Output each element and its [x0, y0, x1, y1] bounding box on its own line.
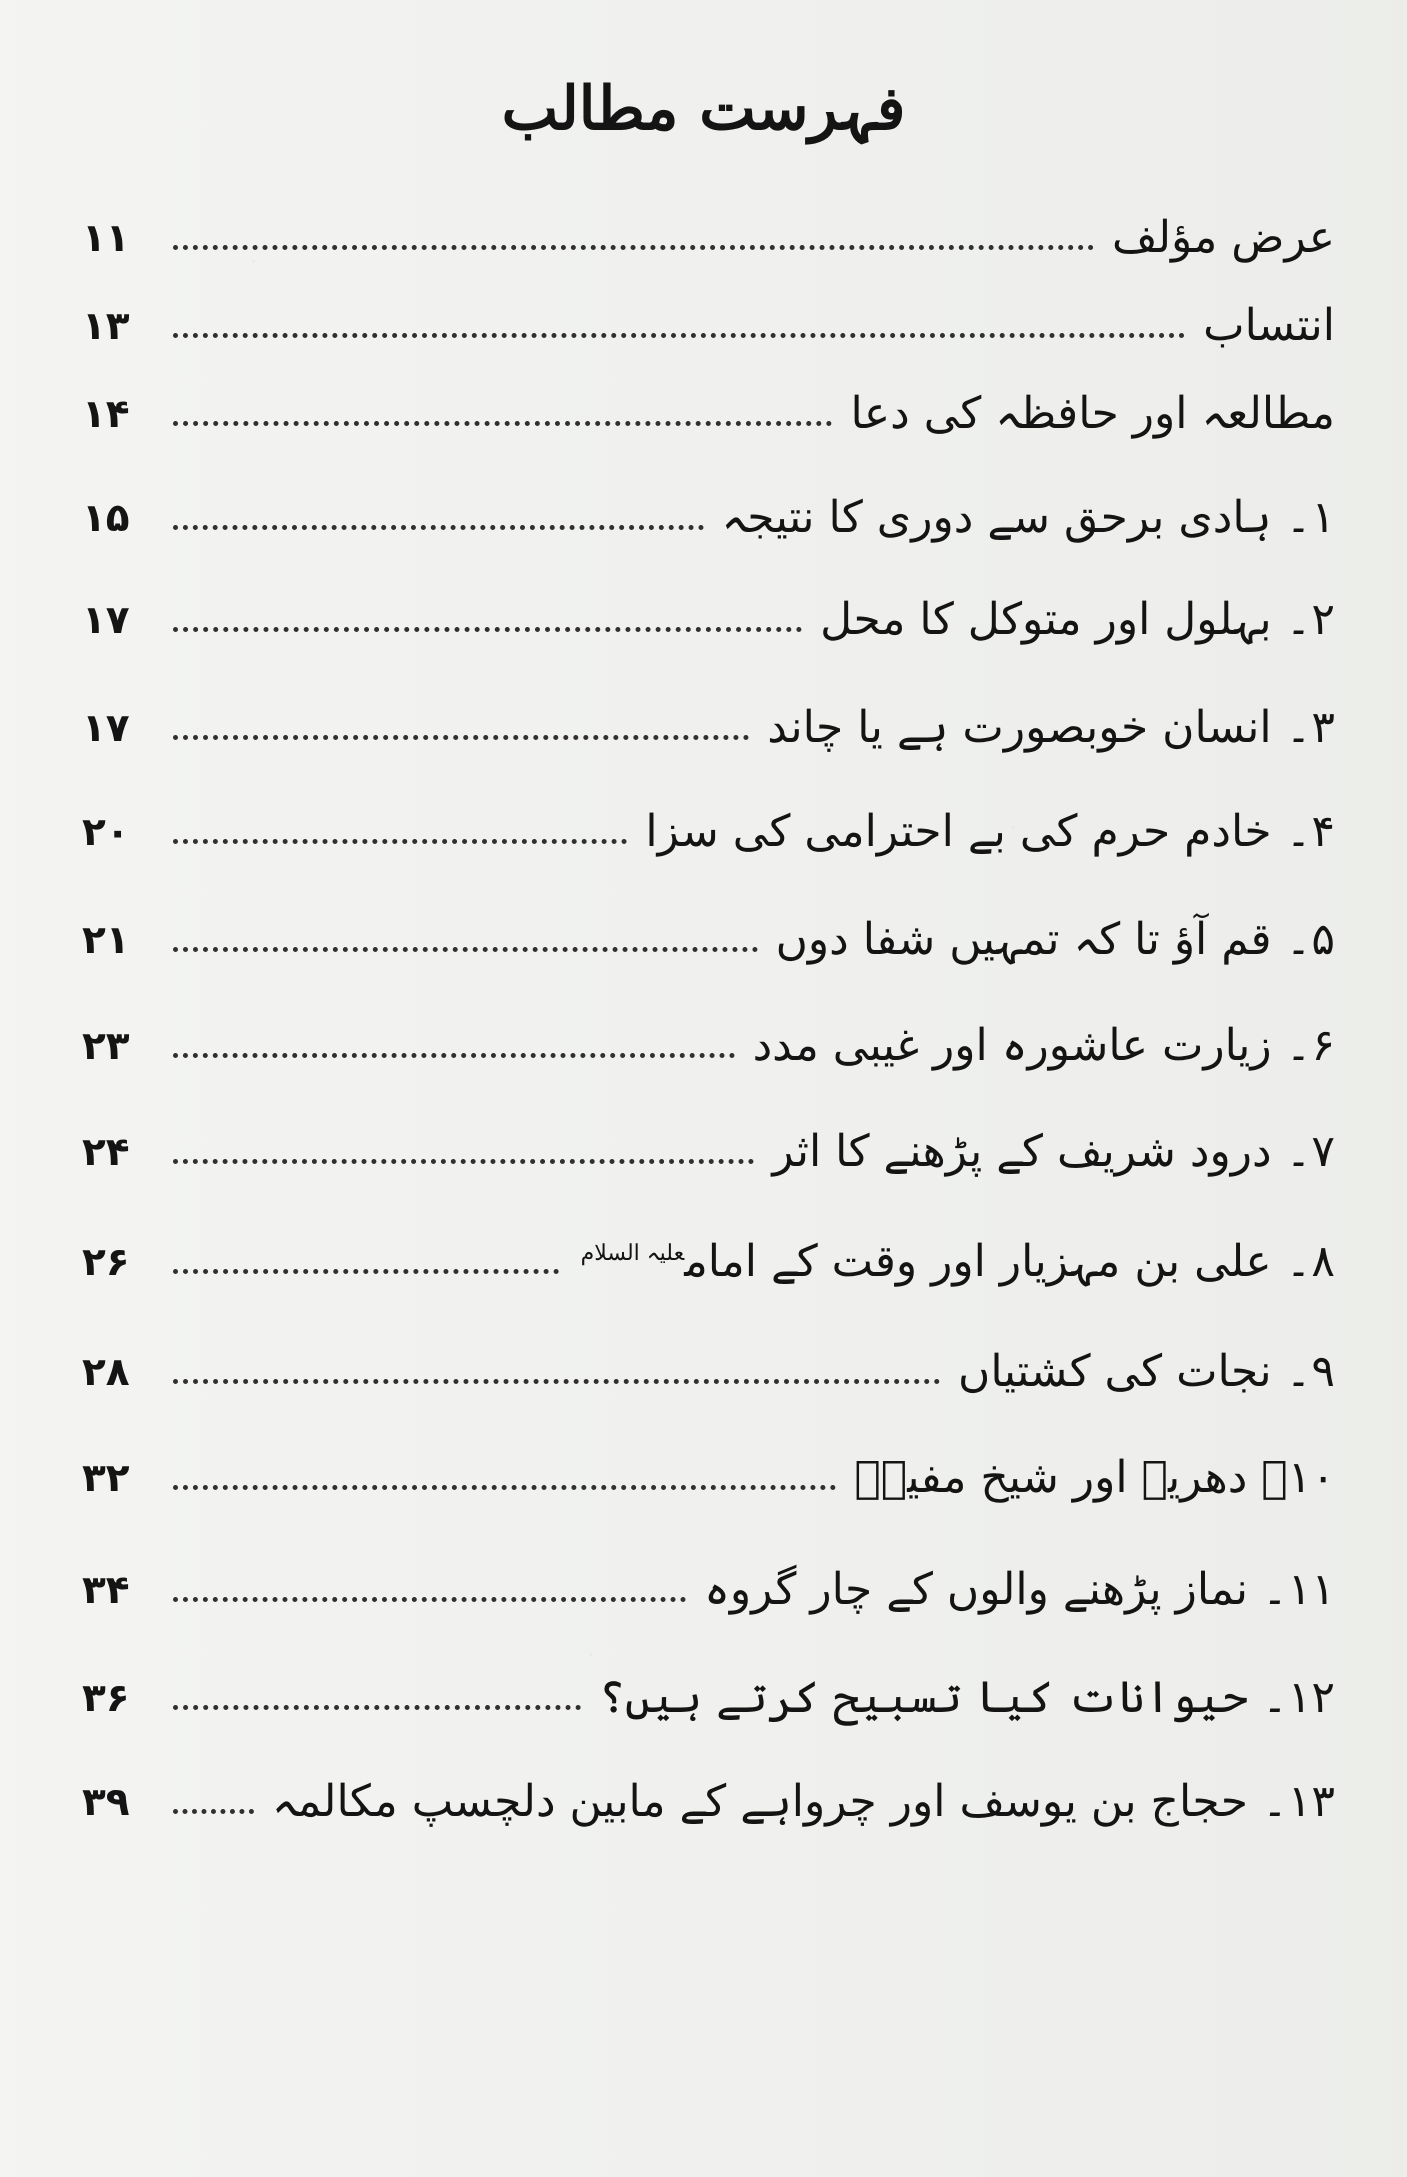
toc-row — [70, 577, 1335, 663]
toc-row — [70, 1109, 1335, 1195]
dot-leader — [173, 1379, 940, 1384]
page-number: ۲۴ — [82, 1129, 130, 1175]
dot-leader — [173, 1809, 254, 1814]
dot-leader — [173, 421, 832, 426]
toc-row — [70, 1655, 1335, 1741]
toc-row — [70, 1547, 1335, 1633]
toc-entry-label: ۱۔ ہادی برحق سے دوری کا نتیجہ — [721, 491, 1335, 543]
toc-entry-label: ۶۔ زیارت عاشورہ اور غیبی مدد — [752, 1019, 1335, 1071]
page-number: ۲۱ — [82, 917, 130, 963]
toc-entry-label: ۱۰۔ دھریہ اور شیخ مفیدؒ — [854, 1451, 1335, 1503]
dot-leader — [173, 1269, 559, 1274]
toc-entry-label: ۲۔ بہلول اور متوکل کا محل — [820, 593, 1335, 645]
page-number: ۳۲ — [82, 1455, 130, 1501]
toc-row — [70, 371, 1335, 457]
toc-row — [70, 1329, 1335, 1415]
page-number: ۱۳ — [82, 303, 130, 349]
page-number: ۲۰ — [82, 809, 130, 855]
toc-row — [70, 195, 1335, 281]
dot-leader — [173, 1705, 581, 1710]
toc-entry-label: ۱۳۔ حجاج بن یوسف اور چرواہے کے مابین دلچسپ مکالمہ — [271, 1775, 1335, 1827]
toc-entry-label: ۱۲۔ حیوانات کیا تسبیح کرتے ہیں؟ — [599, 1671, 1335, 1723]
toc-row — [70, 1219, 1335, 1305]
page-number: ۲۶ — [82, 1239, 130, 1285]
dot-leader — [173, 333, 1185, 338]
toc-entry-main-label: ۸۔ علی بن مہزیار اور وقت کے امام — [684, 1235, 1335, 1287]
toc-entry-label: ۳۔ انسان خوبصورت ہے یا چاند — [767, 701, 1335, 753]
dot-leader — [173, 525, 704, 530]
page-number: ۱۴ — [82, 391, 130, 437]
toc-row — [70, 789, 1335, 875]
toc-row — [70, 1435, 1335, 1521]
dot-leader — [173, 1485, 836, 1490]
page-number: ۳۶ — [82, 1675, 130, 1721]
dot-leader — [173, 627, 802, 632]
toc-entry-label — [577, 1237, 1335, 1288]
table-of-contents — [70, 195, 1335, 2045]
dot-leader — [173, 1159, 754, 1164]
dot-leader — [173, 947, 758, 952]
dot-leader — [173, 245, 1094, 250]
toc-entry-label: ۷۔ درود شریف کے پڑھنے کا اثر — [772, 1125, 1335, 1177]
honorific-mark: علیہ السلام — [580, 1241, 685, 1267]
toc-row — [70, 897, 1335, 983]
dot-leader — [173, 839, 627, 844]
page-number: ۳۴ — [82, 1567, 130, 1613]
dot-leader — [173, 1597, 686, 1602]
toc-row — [70, 283, 1335, 369]
toc-row — [70, 475, 1335, 561]
page-number: ۱۱ — [82, 215, 130, 261]
toc-entry-label: مطالعہ اور حافظہ کی دعا — [850, 387, 1335, 439]
toc-row — [70, 685, 1335, 771]
toc-entry-label: عرض مؤلف — [1112, 211, 1335, 263]
page-number: ۱۵ — [82, 495, 130, 541]
page-number: ۳۹ — [82, 1779, 130, 1825]
toc-entry-label: انتساب — [1203, 299, 1335, 351]
toc-entry-label: ۱۱۔ نماز پڑھنے والوں کے چار گروہ — [704, 1563, 1335, 1615]
page-number: ۱۷ — [82, 597, 130, 643]
table-of-contents-title: فہرست مطالب — [501, 74, 906, 144]
page-number: ۱۷ — [82, 705, 130, 751]
toc-row — [70, 1759, 1335, 1845]
dot-leader — [173, 1053, 735, 1058]
page-number: ۲۸ — [82, 1349, 130, 1395]
toc-entry-label: ۴۔ خادم حرم کی بے احترامی کی سزا — [645, 805, 1335, 857]
toc-entry-label: ۵۔ قم آؤ تا کہ تمہیں شفا دوں — [775, 913, 1335, 965]
page-number: ۲۳ — [82, 1023, 130, 1069]
dot-leader — [173, 735, 749, 740]
toc-row — [70, 1003, 1335, 1089]
toc-entry-label: ۹۔ نجات کی کشتیاں — [958, 1345, 1335, 1397]
